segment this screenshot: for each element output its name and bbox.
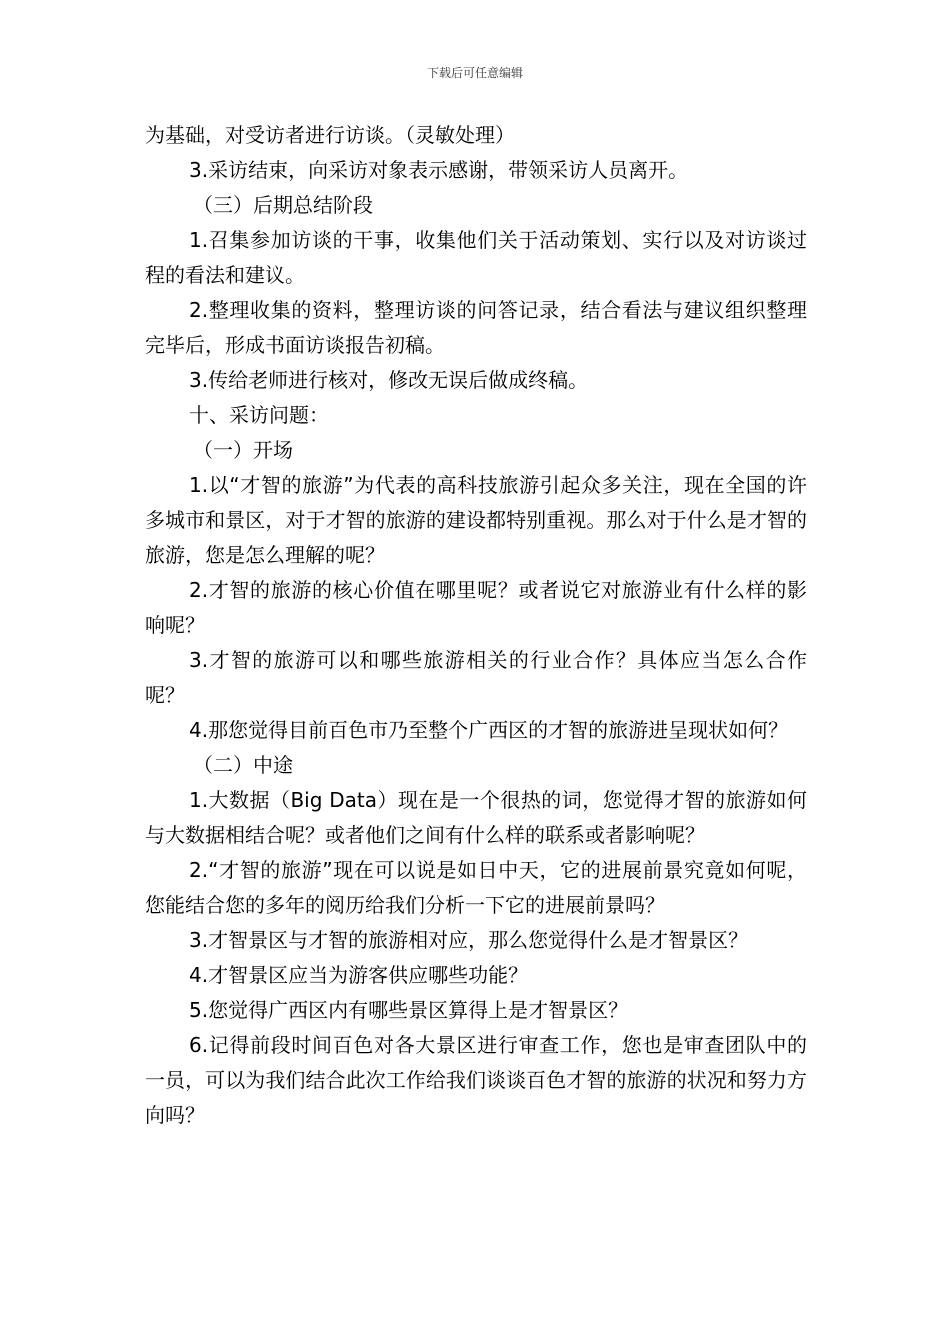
question-item: 4.才智景区应当为游客供应哪些功能？ — [189, 963, 529, 987]
section-heading: 十、采访问题： — [189, 403, 329, 427]
question-item: 3.才智景区与才智的旅游相对应，那么您觉得什么是才智景区？ — [189, 928, 749, 952]
section-heading: （二）中途 — [193, 753, 293, 777]
page-header: 下载后可任意编辑 — [426, 66, 523, 80]
paragraph: 2.整理收集的资料，整理访谈的问答记录，结合看法与建议组织整理完毕后，形成书面访谈报告初稿。 — [145, 298, 807, 357]
question-item: 5.您觉得广西区内有哪些景区算得上是才智景区？ — [189, 998, 629, 1022]
question-item: 2.“才智的旅游”现在可以说是如日中天，它的进展前景究竟如何呢，您能结合您的多年的阅历给我们分析一下它的进展前景吗？ — [145, 858, 807, 917]
section-heading: （三）后期总结阶段 — [193, 193, 373, 217]
section-heading: （一）开场 — [193, 438, 293, 462]
question-item: 1.大数据（Big Data）现在是一个很热的词，您觉得才智的旅游如何与大数据相结合呢？或者他们之间有什么样的联系或者影响呢？ — [145, 788, 807, 847]
paragraph: 3.传给老师进行核对，修改无误后做成终稿。 — [189, 368, 589, 392]
question-item: 1.以“才智的旅游”为代表的高科技旅游引起众多关注，现在全国的许多城市和景区，对于才智的旅游的建设都特别重视。那么对于什么是才智的旅游，您是怎么理解的呢？ — [145, 473, 807, 567]
paragraph: 1.召集参加访谈的干事，收集他们关于活动策划、实行以及对访谈过程的看法和建议。 — [145, 228, 807, 287]
question-item: 3.才智的旅游可以和哪些旅游相关的行业合作？具体应当怎么合作呢？ — [145, 648, 807, 707]
question-item: 6.记得前段时间百色对各大景区进行审查工作，您也是审查团队中的一员，可以为我们结合此次工作给我们谈谈百色才智的旅游的状况和努力方向吗？ — [145, 1033, 807, 1127]
paragraph: 3.采访结束，向采访对象表示感谢，带领采访人员离开。 — [189, 158, 689, 182]
question-item: 2.才智的旅游的核心价值在哪里呢？或者说它对旅游业有什么样的影响呢？ — [145, 578, 807, 637]
question-item: 4.那您觉得目前百色市乃至整个广西区的才智的旅游进呈现状如何？ — [189, 718, 789, 742]
document-body — [145, 118, 807, 1133]
paragraph: 为基础，对受访者进行访谈。（灵敏处理） — [145, 123, 515, 147]
